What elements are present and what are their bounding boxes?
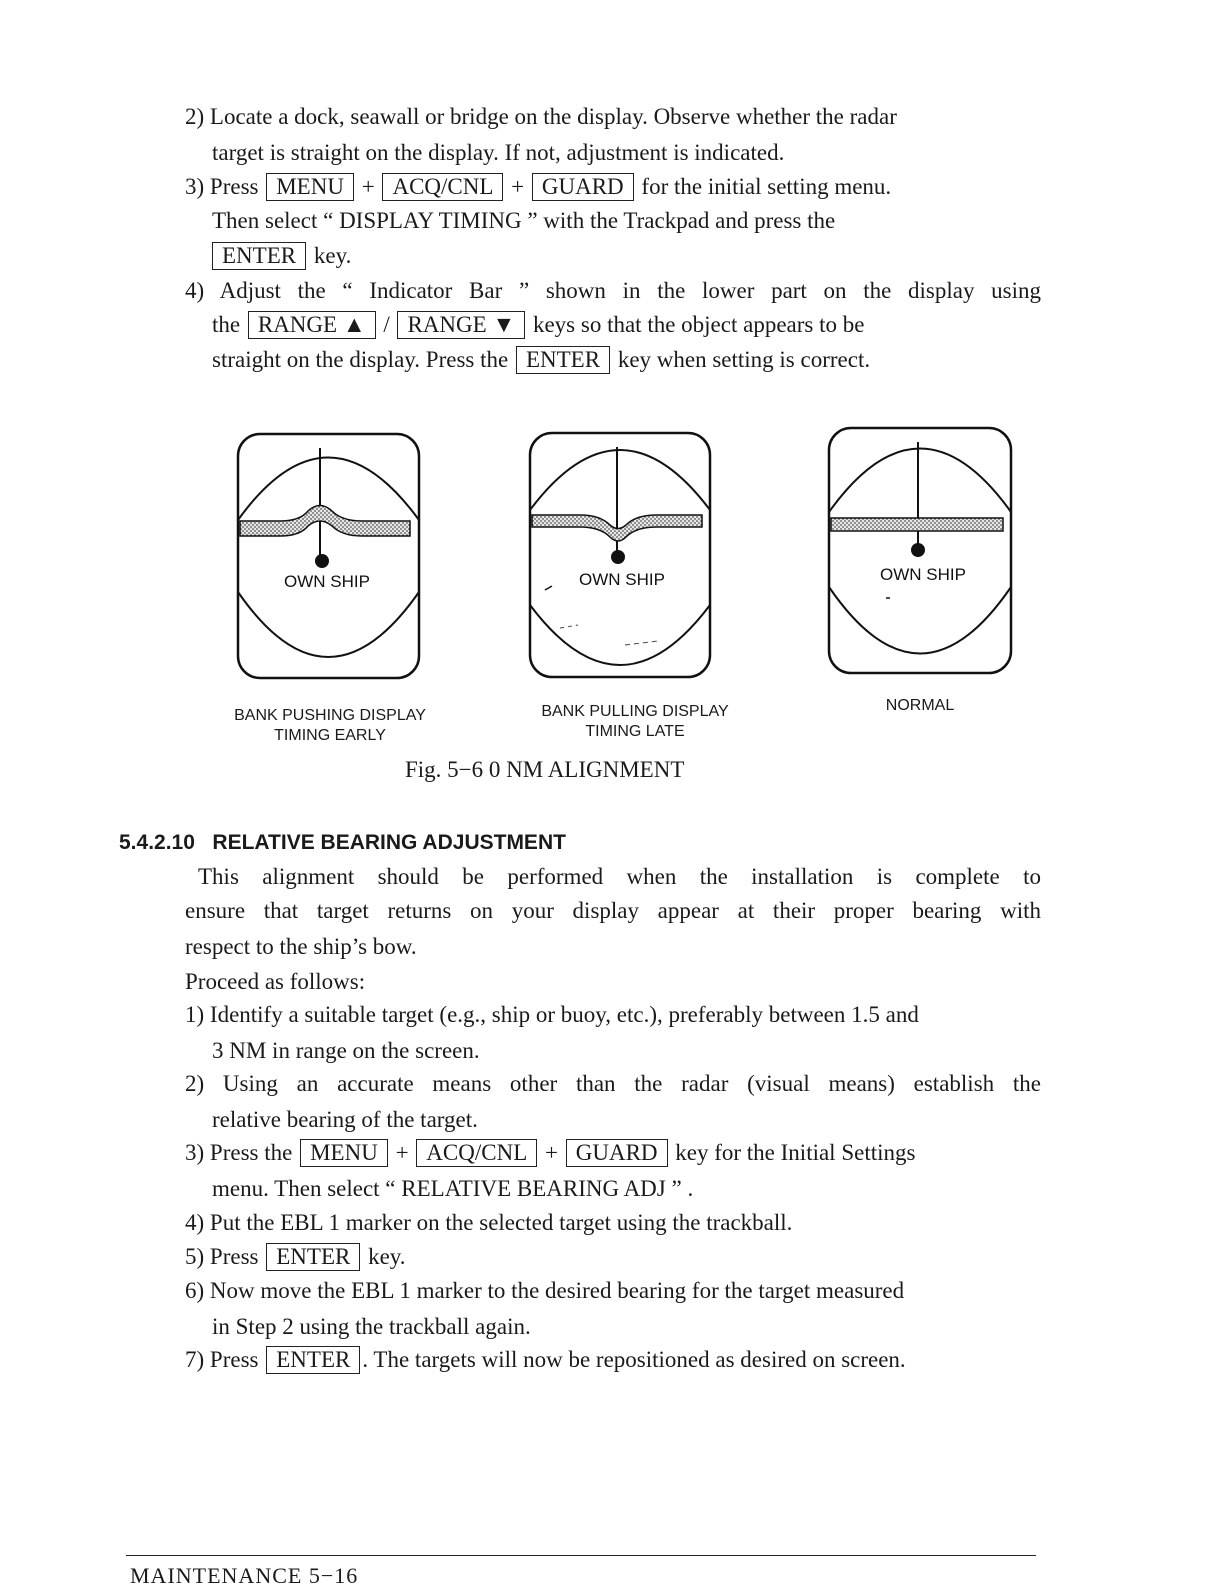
intro-line4: Proceed as follows:	[185, 969, 366, 994]
step2-line2: target is straight on the display. If not, adjustment is indicated.	[212, 140, 785, 165]
range-up-key: RANGE ▲	[248, 311, 376, 339]
rb-step5	[185, 1242, 406, 1272]
step3-post-text: for the initial setting menu.	[641, 174, 892, 199]
slash: /	[383, 312, 390, 337]
bank-pushing-display	[238, 434, 419, 678]
caption-bank-pushing	[195, 706, 465, 746]
step4-the: the	[212, 312, 241, 337]
step4-press-the: straight on the display. Press the	[212, 347, 509, 372]
bank-pulling-display	[530, 433, 710, 677]
own-ship-label: OWN SHIP	[880, 565, 966, 584]
caption-line: TIMING LATE	[585, 723, 685, 740]
rb-step6-line2: in Step 2 using the trackball again.	[212, 1314, 531, 1339]
enter-key: ENTER	[266, 1243, 360, 1271]
range-down-key: RANGE ▼	[397, 311, 525, 339]
caption-normal: NORMAL	[885, 697, 955, 714]
caption-line: BANK PUSHING DISPLAY	[234, 707, 426, 724]
own-ship-label: OWN SHIP	[579, 570, 665, 589]
section-number: 5.4.2.10	[119, 831, 195, 854]
guard-key: GUARD	[532, 173, 634, 201]
rb-step6-line1: 6) Now move the EBL 1 marker to the desired bearing for the target measured	[185, 1278, 905, 1303]
rb-step7	[185, 1345, 906, 1375]
caption-line: BANK PULLING DISPLAY	[541, 703, 729, 720]
rb-step3-line2: menu. Then select “ RELATIVE BEARING ADJ ” .	[212, 1176, 694, 1201]
enter-key: ENTER	[212, 242, 306, 270]
rb-step7-press: 7) Press	[185, 1347, 259, 1372]
rb-step3-press: 3) Press the	[185, 1140, 293, 1165]
rb-step7-post: . The targets will now be repositioned as desired on screen.	[362, 1347, 906, 1372]
own-ship-label: OWN SHIP	[284, 572, 370, 591]
rb-step5-press: 5) Press	[185, 1244, 259, 1269]
enter-key: ENTER	[266, 1346, 360, 1374]
step4-line1-text: 4) Adjust the “ Indicator Bar ” shown in the lower part on the display using	[185, 278, 1041, 303]
guard-key: GUARD	[566, 1139, 668, 1167]
rb-step2-line2: relative bearing of the target.	[212, 1107, 478, 1132]
caption-bank-pulling	[500, 702, 770, 742]
page-footer: MAINTENANCE 5−16	[130, 1563, 359, 1588]
normal-display	[829, 428, 1011, 673]
step3-key-text: key.	[313, 243, 352, 268]
step4-keys-text: keys so that the object appears to be	[532, 312, 865, 337]
rb-step3-post: key for the Initial Settings	[675, 1140, 916, 1165]
menu-key: MENU	[300, 1139, 388, 1167]
step2-line1: 2) Locate a dock, seawall or bridge on the display. Observe whether the radar	[185, 104, 897, 129]
rb-step2-line1: 2) Using an accurate means other than the radar (visual means) establish the	[185, 1071, 1041, 1096]
rb-step1-line2: 3 NM in range on the screen.	[212, 1038, 480, 1063]
plus-sign: +	[511, 174, 525, 199]
intro-line1: This alignment should be performed when the installation is complete to	[198, 864, 1041, 889]
intro-line3: respect to the ship’s bow.	[185, 934, 417, 959]
rb-step1-line1: 1) Identify a suitable target (e.g., ship or buoy, etc.), preferably between 1.5 and	[185, 1002, 919, 1027]
plus-sign: +	[361, 174, 375, 199]
intro-line2: ensure that target returns on your display appear at their proper bearing with	[185, 898, 1041, 923]
plus-sign: +	[545, 1140, 558, 1165]
section-title: RELATIVE BEARING ADJUSTMENT	[212, 831, 566, 854]
alignment-figure	[0, 0, 1224, 760]
section-heading	[119, 831, 566, 855]
enter-key: ENTER	[516, 346, 610, 374]
caption-line: TIMING EARLY	[274, 727, 386, 744]
step3-press-label: 3) Press	[185, 174, 259, 199]
step3-line2: Then select “ DISPLAY TIMING ” with the Trackpad and press the	[212, 208, 836, 233]
acq-cnl-key: ACQ/CNL	[416, 1139, 537, 1167]
rb-step5-post: key.	[368, 1244, 406, 1269]
rb-step4: 4) Put the EBL 1 marker on the selected target using the trackball.	[185, 1210, 793, 1235]
figure-title: Fig. 5−6 0 NM ALIGNMENT	[405, 757, 685, 782]
step4-post-text: key when setting is correct.	[617, 347, 871, 372]
menu-key: MENU	[266, 173, 354, 201]
rb-step3-line1	[185, 1138, 915, 1168]
acq-cnl-key: ACQ/CNL	[382, 173, 503, 201]
footer-rule	[126, 1555, 1036, 1556]
plus-sign: +	[395, 1140, 409, 1165]
